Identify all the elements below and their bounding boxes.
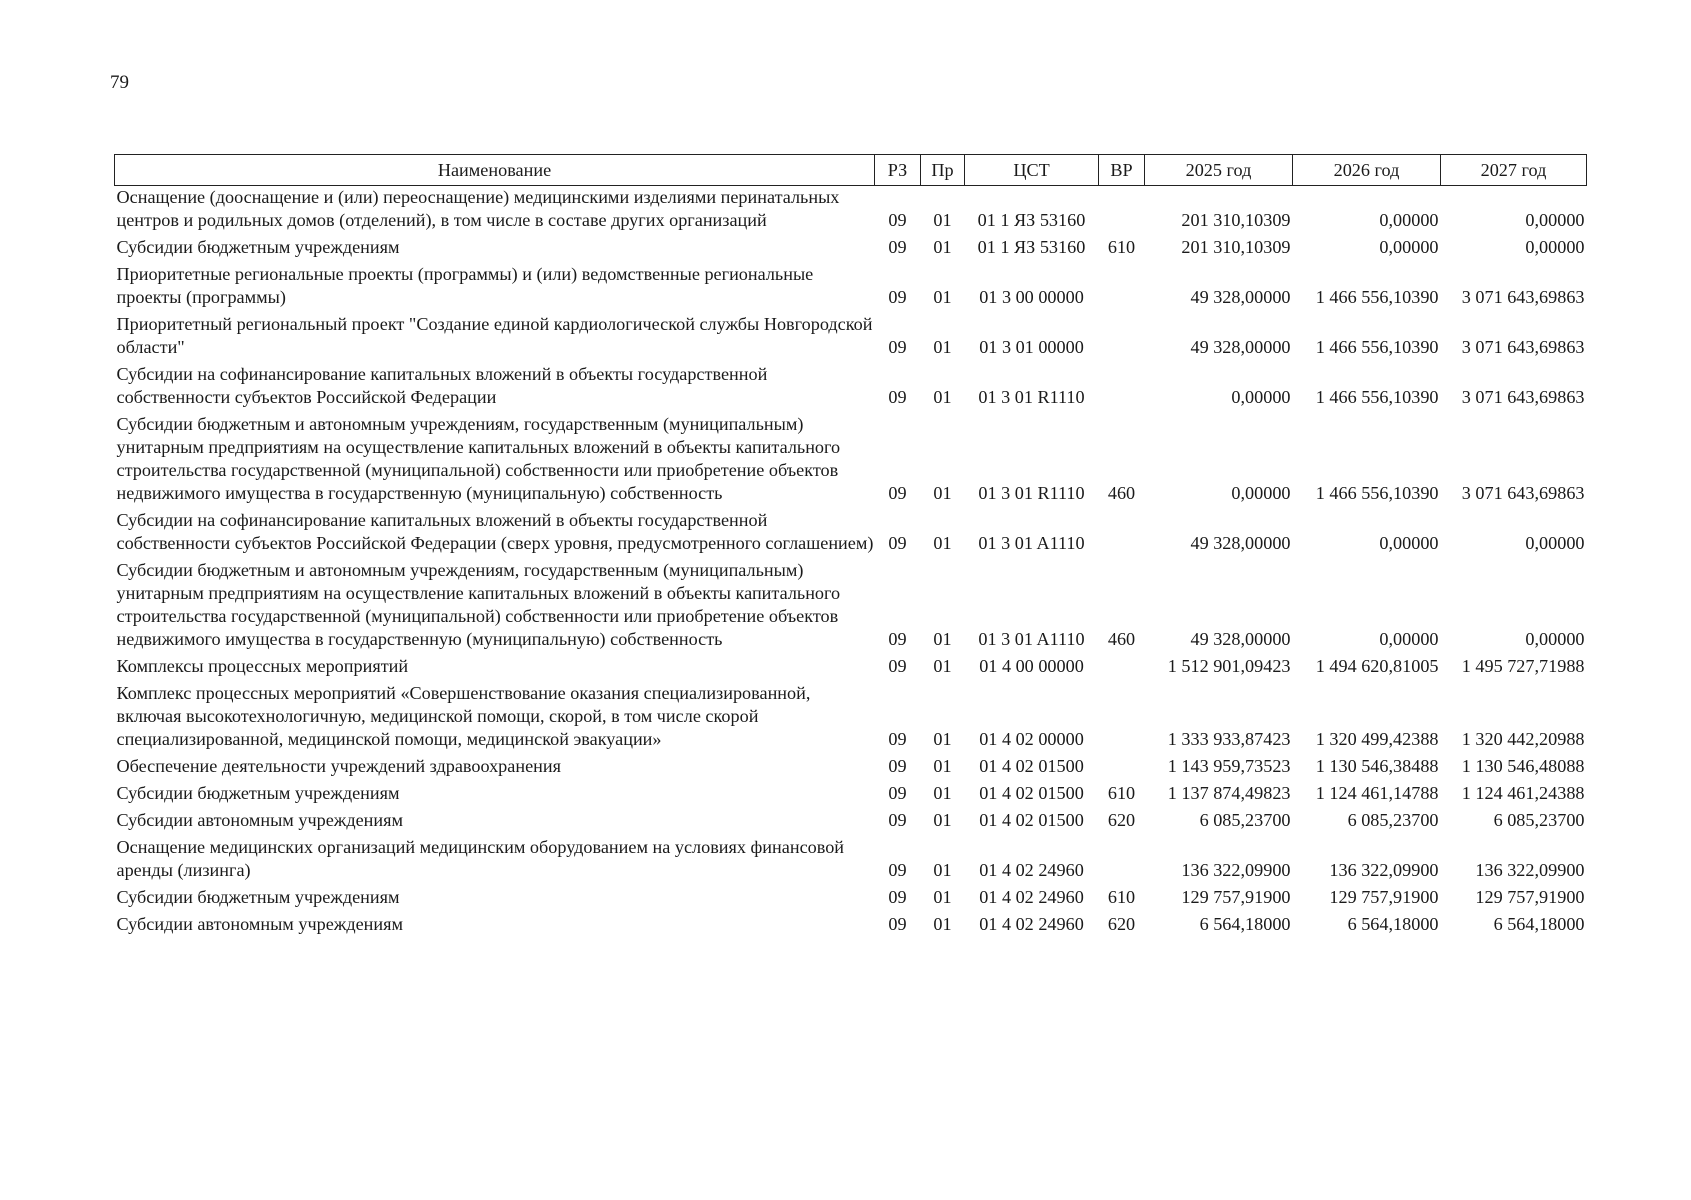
cell-pr: 01 [933, 237, 952, 257]
cell-pr: 01 [933, 783, 952, 803]
table-row [115, 809, 1587, 836]
cell-cst: 01 4 02 24960 [979, 860, 1084, 880]
cell-2027: 1 124 461,24388 [1461, 783, 1585, 803]
cell-vr: 460 [1107, 483, 1136, 503]
cell-2026: 1 124 461,14788 [1315, 783, 1439, 803]
cell-pr: 01 [933, 629, 952, 649]
table-row [115, 913, 1587, 940]
cell-cst: 01 3 01 R1110 [978, 483, 1085, 503]
cell-vr [1099, 263, 1145, 313]
cell-rz: 09 [888, 287, 907, 307]
cell-name: Субсидии бюджетным учреждениям [116, 783, 400, 803]
cell-vr [1099, 313, 1145, 363]
cell-name: Субсидии бюджетным и автономным учреждениям, государственным (муниципальным) унитарным предприятиям на осуществление капитальных вложений в объекты капитального строительства государственной (муниципальной) собственности или приобретение объектов недвижимого имущества в государственную (муниципальную) собственность [116, 414, 841, 503]
cell-vr [1099, 755, 1145, 782]
cell-name: Обеспечение деятельности учреждений здравоохранения [116, 756, 561, 776]
cell-rz: 09 [888, 887, 907, 907]
table-row [115, 755, 1587, 782]
cell-2025: 49 328,00000 [1190, 533, 1291, 553]
cell-name: Субсидии бюджетным и автономным учреждениям, государственным (муниципальным) унитарным предприятиям на осуществление капитальных вложений в объекты капитального строительства государственной (муниципальной) собственности или приобретение объектов недвижимого имущества в государственную (муниципальную) собственность [116, 560, 841, 649]
cell-rz: 09 [888, 533, 907, 553]
cell-cst: 01 3 01 R1110 [978, 387, 1085, 407]
cell-2027: 0,00000 [1525, 629, 1585, 649]
cell-name: Приоритетные региональные проекты (программы) и (или) ведомственные региональные проекты (программы) [116, 264, 814, 307]
header-name: Наименование [115, 155, 875, 186]
cell-pr: 01 [933, 729, 952, 749]
header-vr: ВР [1099, 155, 1145, 186]
cell-cst: 01 3 00 00000 [979, 287, 1084, 307]
table-row [115, 559, 1587, 655]
table-row [115, 313, 1587, 363]
budget-table [114, 154, 1587, 940]
page-number: 79 [110, 72, 129, 93]
cell-2025: 1 137 874,49823 [1167, 783, 1291, 803]
cell-rz: 09 [888, 756, 907, 776]
cell-vr: 620 [1107, 914, 1136, 934]
cell-pr: 01 [933, 860, 952, 880]
cell-rz: 09 [888, 810, 907, 830]
cell-rz: 09 [888, 860, 907, 880]
cell-cst: 01 3 01 A1110 [978, 629, 1085, 649]
cell-cst: 01 3 01 00000 [979, 337, 1084, 357]
cell-2025: 129 757,91900 [1181, 887, 1291, 907]
header-pr: Пр [921, 155, 965, 186]
cell-pr: 01 [933, 337, 952, 357]
cell-2026: 0,00000 [1379, 210, 1439, 230]
cell-2025: 1 512 901,09423 [1167, 656, 1291, 676]
cell-2026: 1 320 499,42388 [1315, 729, 1439, 749]
cell-2025: 0,00000 [1231, 387, 1291, 407]
cell-2025: 1 143 959,73523 [1167, 756, 1291, 776]
cell-vr [1099, 655, 1145, 682]
cell-cst: 01 3 01 A1110 [978, 533, 1085, 553]
cell-name: Субсидии автономным учреждениям [116, 810, 404, 830]
table-row [115, 236, 1587, 263]
cell-rz: 09 [888, 237, 907, 257]
cell-vr: 620 [1107, 810, 1136, 830]
cell-pr: 01 [933, 887, 952, 907]
cell-cst: 01 1 ЯЗ 53160 [977, 237, 1086, 257]
table-row [115, 413, 1587, 509]
cell-2027: 129 757,91900 [1475, 887, 1585, 907]
cell-2026: 1 466 556,10390 [1315, 387, 1439, 407]
cell-pr: 01 [933, 387, 952, 407]
cell-rz: 09 [888, 914, 907, 934]
cell-pr: 01 [933, 656, 952, 676]
table-row [115, 836, 1587, 886]
cell-2027: 3 071 643,69863 [1461, 337, 1585, 357]
cell-vr [1099, 836, 1145, 886]
cell-vr: 610 [1107, 237, 1136, 257]
cell-cst: 01 4 02 01500 [979, 756, 1084, 776]
cell-2026: 129 757,91900 [1329, 887, 1439, 907]
cell-2026: 6 085,23700 [1347, 810, 1439, 830]
cell-2025: 0,00000 [1231, 483, 1291, 503]
cell-cst: 01 4 02 00000 [979, 729, 1084, 749]
cell-name: Оснащение (дооснащение и (или) переоснащение) медицинскими изделиями перинатальных центров и родильных домов (отделений), в том числе в составе других организаций [116, 187, 840, 230]
cell-2026: 136 322,09900 [1329, 860, 1439, 880]
cell-2026: 1 130 546,38488 [1315, 756, 1439, 776]
cell-vr [1099, 509, 1145, 559]
cell-name: Комплексы процессных мероприятий [116, 656, 409, 676]
cell-name: Оснащение медицинских организаций медицинским оборудованием на условиях финансовой аренды (лизинга) [116, 837, 845, 880]
cell-2026: 6 564,18000 [1347, 914, 1439, 934]
cell-rz: 09 [888, 729, 907, 749]
cell-2025: 1 333 933,87423 [1167, 729, 1291, 749]
table-header-row [115, 155, 1587, 186]
cell-name: Субсидии на софинансирование капитальных вложений в объекты государственной собственности субъектов Российской Федерации [116, 364, 768, 407]
cell-2026: 0,00000 [1379, 533, 1439, 553]
cell-2027: 3 071 643,69863 [1461, 387, 1585, 407]
cell-2026: 0,00000 [1379, 629, 1439, 649]
table-row [115, 782, 1587, 809]
cell-pr: 01 [933, 810, 952, 830]
cell-2027: 1 320 442,20988 [1461, 729, 1585, 749]
header-2027: 2027 год [1441, 155, 1587, 186]
header-2026: 2026 год [1293, 155, 1441, 186]
cell-vr: 610 [1107, 887, 1136, 907]
cell-2025: 201 310,10309 [1181, 210, 1291, 230]
cell-cst: 01 1 ЯЗ 53160 [977, 210, 1086, 230]
table-row [115, 886, 1587, 913]
cell-cst: 01 4 02 24960 [979, 914, 1084, 934]
cell-vr [1099, 363, 1145, 413]
cell-2026: 0,00000 [1379, 237, 1439, 257]
table-row [115, 186, 1587, 237]
cell-2026: 1 494 620,81005 [1315, 656, 1439, 676]
cell-2027: 1 495 727,71988 [1461, 656, 1585, 676]
cell-name: Приоритетный региональный проект "Создание единой кардиологической службы Новгородской области" [116, 314, 873, 357]
cell-rz: 09 [888, 629, 907, 649]
cell-rz: 09 [888, 210, 907, 230]
cell-rz: 09 [888, 656, 907, 676]
table-row [115, 263, 1587, 313]
cell-2027: 6 564,18000 [1493, 914, 1585, 934]
cell-vr [1099, 186, 1145, 237]
cell-cst: 01 4 02 01500 [979, 783, 1084, 803]
cell-2027: 0,00000 [1525, 237, 1585, 257]
table-body [115, 186, 1587, 941]
cell-rz: 09 [888, 337, 907, 357]
header-rz: РЗ [875, 155, 921, 186]
cell-2026: 1 466 556,10390 [1315, 483, 1439, 503]
cell-name: Субсидии бюджетным учреждениям [116, 237, 400, 257]
cell-2025: 6 564,18000 [1199, 914, 1291, 934]
cell-2025: 49 328,00000 [1190, 337, 1291, 357]
cell-2026: 1 466 556,10390 [1315, 287, 1439, 307]
cell-2025: 201 310,10309 [1181, 237, 1291, 257]
cell-2025: 49 328,00000 [1190, 629, 1291, 649]
cell-rz: 09 [888, 387, 907, 407]
cell-name: Субсидии на софинансирование капитальных вложений в объекты государственной собственности субъектов Российской Федерации (сверх уровня, предусмотренного соглашением) [116, 510, 874, 553]
header-cst: ЦСТ [965, 155, 1099, 186]
cell-name: Субсидии бюджетным учреждениям [116, 887, 400, 907]
cell-2027: 3 071 643,69863 [1461, 483, 1585, 503]
cell-pr: 01 [933, 756, 952, 776]
table-row [115, 682, 1587, 755]
cell-2027: 3 071 643,69863 [1461, 287, 1585, 307]
cell-vr [1099, 682, 1145, 755]
table-row [115, 509, 1587, 559]
cell-rz: 09 [888, 483, 907, 503]
cell-vr: 460 [1107, 629, 1136, 649]
cell-2025: 6 085,23700 [1199, 810, 1291, 830]
cell-2027: 136 322,09900 [1475, 860, 1585, 880]
cell-name: Субсидии автономным учреждениям [116, 914, 404, 934]
cell-cst: 01 4 02 24960 [979, 887, 1084, 907]
cell-2025: 49 328,00000 [1190, 287, 1291, 307]
cell-2026: 1 466 556,10390 [1315, 337, 1439, 357]
cell-cst: 01 4 00 00000 [979, 656, 1084, 676]
cell-cst: 01 4 02 01500 [979, 810, 1084, 830]
table-row [115, 655, 1587, 682]
cell-rz: 09 [888, 783, 907, 803]
cell-pr: 01 [933, 914, 952, 934]
table-row [115, 363, 1587, 413]
cell-2027: 1 130 546,48088 [1461, 756, 1585, 776]
cell-name: Комплекс процессных мероприятий «Совершенствование оказания специализированной, включая высокотехнологичную, медицинской помощи, скорой, в том числе скорой специализированной, медицинской помощи, медицинской эвакуации» [116, 683, 811, 749]
cell-2025: 136 322,09900 [1181, 860, 1291, 880]
header-2025: 2025 год [1145, 155, 1293, 186]
cell-2027: 0,00000 [1525, 210, 1585, 230]
cell-vr: 610 [1107, 783, 1136, 803]
cell-pr: 01 [933, 483, 952, 503]
cell-pr: 01 [933, 210, 952, 230]
cell-2027: 0,00000 [1525, 533, 1585, 553]
cell-pr: 01 [933, 533, 952, 553]
cell-pr: 01 [933, 287, 952, 307]
cell-2027: 6 085,23700 [1493, 810, 1585, 830]
